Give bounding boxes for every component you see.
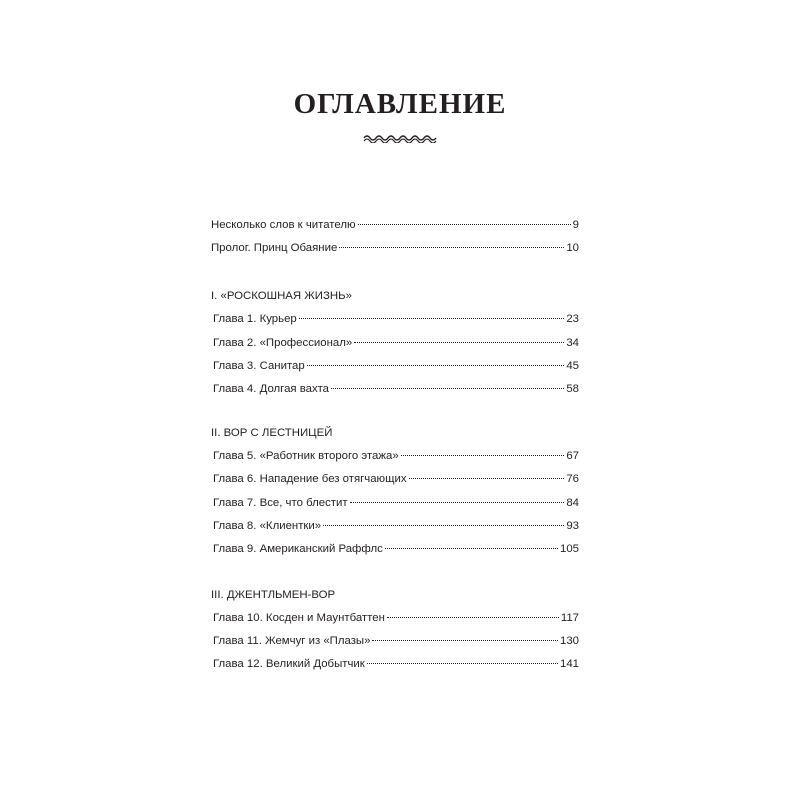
page-title: ОГЛАВЛЕНИЕ xyxy=(293,88,507,120)
toc-entry-chapter-6[interactable] xyxy=(211,471,579,494)
toc-entry-label: Глава 8. «Клиентки» xyxy=(213,519,322,532)
wavy-line-ornament-icon xyxy=(363,133,437,143)
dot-leader xyxy=(307,365,565,366)
toc-entry-chapter-3[interactable] xyxy=(211,358,579,381)
toc-entry-page: 141 xyxy=(559,658,579,671)
section-heading-3[interactable]: III. ДЖЕНТЛЬМЕН-ВОР xyxy=(211,589,336,602)
toc-entry-label: Глава 10. Косден и Маунтбаттен xyxy=(213,612,385,625)
toc-entry-chapter-9[interactable] xyxy=(211,541,579,564)
dot-leader xyxy=(401,455,565,456)
toc-entry-label: Глава 1. Курьер xyxy=(213,313,297,326)
toc-entry-label: Глава 3. Санитар xyxy=(213,359,305,372)
section-heading-2[interactable]: II. ВОР С ЛЕСТНИЦЕЙ xyxy=(211,427,333,440)
section-heading-1[interactable]: I. «РОСКОШНАЯ ЖИЗНЬ» xyxy=(211,290,352,303)
toc-entry-chapter-10[interactable] xyxy=(211,610,579,633)
dot-leader xyxy=(339,247,564,248)
table-of-contents xyxy=(211,217,579,680)
dot-leader xyxy=(323,525,564,526)
dot-leader xyxy=(367,663,558,664)
toc-entry-page: 76 xyxy=(566,473,579,486)
toc-entry-chapter-1[interactable] xyxy=(211,311,579,334)
toc-entry-page: 93 xyxy=(566,519,579,532)
dot-leader xyxy=(358,224,571,225)
toc-entry-page: 130 xyxy=(559,635,579,648)
toc-entry-page: 34 xyxy=(566,336,579,349)
toc-entry-page: 117 xyxy=(560,612,579,625)
dot-leader xyxy=(350,502,565,503)
toc-entry-chapter-11[interactable] xyxy=(211,633,579,656)
toc-entry-chapter-5[interactable] xyxy=(211,448,579,471)
toc-entry-label: Глава 4. Долгая вахта xyxy=(213,382,329,395)
toc-entry-page: 84 xyxy=(566,496,579,509)
toc-entry-page: 58 xyxy=(566,382,579,395)
dot-leader xyxy=(299,318,565,319)
toc-entry-label: Глава 5. «Работник второго этажа» xyxy=(213,450,399,463)
toc-entry-page: 67 xyxy=(566,450,579,463)
toc-entry-page: 45 xyxy=(566,359,579,372)
toc-entry-label: Глава 2. «Профессионал» xyxy=(213,336,353,349)
toc-entry-label: Глава 6. Нападение без отягчающих xyxy=(213,473,407,486)
dot-leader xyxy=(385,548,558,549)
toc-entry-chapter-8[interactable] xyxy=(211,518,579,541)
toc-entry-page: 105 xyxy=(559,542,579,555)
toc-entry-label: Пролог. Принц Обаяние xyxy=(211,242,338,255)
dot-leader xyxy=(409,478,565,479)
toc-entry-prologue[interactable] xyxy=(211,240,579,263)
dot-leader xyxy=(354,342,564,343)
toc-entry-label: Несколько слов к читателю xyxy=(211,219,356,231)
toc-entry-label: Глава 9. Американский Раффлс xyxy=(213,542,383,555)
toc-entry-chapter-2[interactable] xyxy=(211,335,579,358)
dot-leader xyxy=(387,617,559,618)
toc-entry-page: 9 xyxy=(572,219,579,231)
dot-leader xyxy=(331,388,564,389)
toc-entry-chapter-4[interactable] xyxy=(211,381,579,404)
toc-entry-page: 23 xyxy=(566,313,579,326)
toc-entry-label: Глава 7. Все, что блестит xyxy=(213,496,348,509)
toc-entry-chapter-12[interactable] xyxy=(211,656,579,679)
toc-entry-label: Глава 11. Жемчуг из «Плазы» xyxy=(213,635,371,648)
toc-entry-preface[interactable] xyxy=(211,217,579,240)
dot-leader xyxy=(372,640,558,641)
toc-entry-page: 10 xyxy=(566,242,579,255)
toc-entry-label: Глава 12. Великий Добытчик xyxy=(213,658,365,671)
toc-entry-chapter-7[interactable] xyxy=(211,495,579,518)
